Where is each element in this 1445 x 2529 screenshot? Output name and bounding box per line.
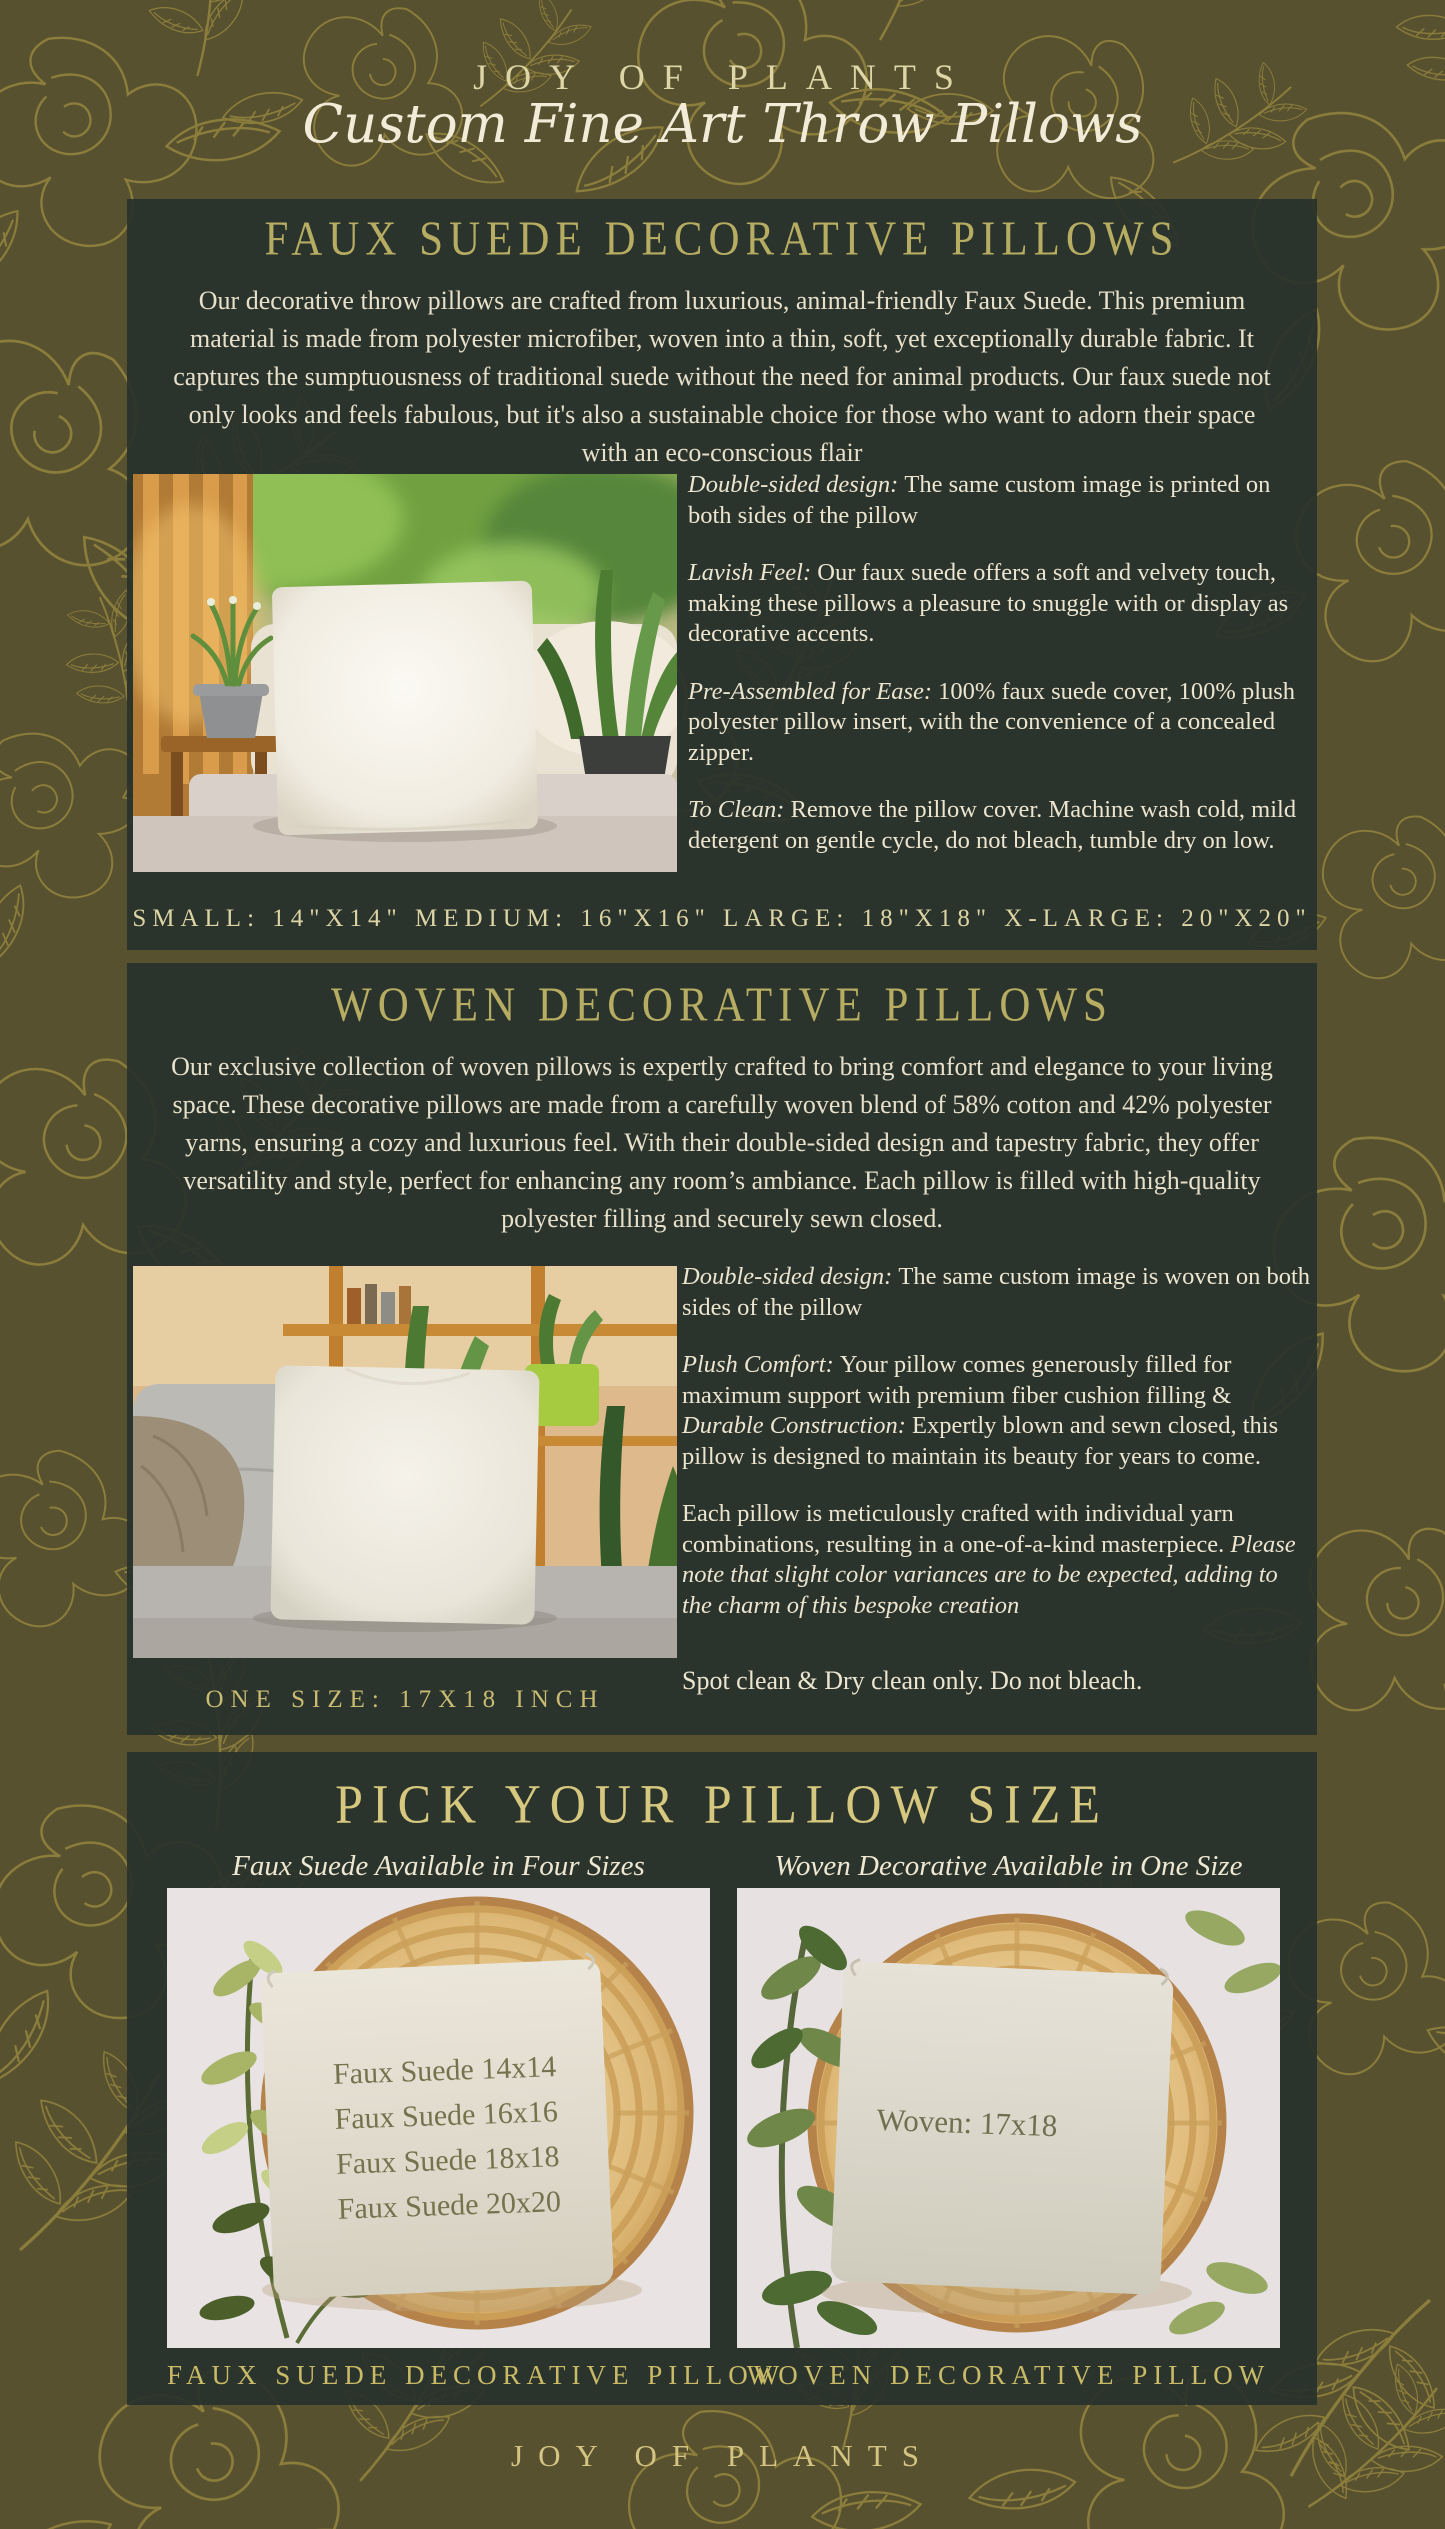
feature-double-sided: Double-sided design: The same custom image is printed on both sides of the pillow [688, 471, 1271, 529]
brand-title: JOY OF PLANTS [473, 57, 972, 97]
feature-double-sided-woven: Double-sided design: The same custom image is woven on both sides of the pillow [682, 1263, 1311, 1321]
feature-one-of-a-kind: Each pillow is meticulously crafted with individual yarn combinations, resulting in a one-of-a-kind masterpiece. Please note that slight color variances are to be expected, adding to the charm of this bespoke creation [682, 1500, 1296, 1619]
faux-suede-title: FAUX SUEDE DECORATIVE PILLOWS [264, 213, 1180, 266]
woven-care-line: Spot clean & Dry clean only. Do not bleach. [682, 1666, 1143, 1695]
woven-size-note: ONE SIZE: 17X18 INCH [205, 1686, 605, 1713]
woven-pillow [270, 1365, 539, 1624]
brand-tagline: Custom Fine Art Throw Pillows [302, 94, 1143, 155]
size-picker-title: PICK YOUR PILLOW SIZE [335, 1773, 1109, 1835]
faux-suede-column-header: Faux Suede Available in Four Sizes [232, 1850, 645, 1882]
woven-photo-caption: WOVEN DECORATIVE PILLOW [746, 2360, 1271, 2390]
faux-suede-pillow-size-lines [194, 2039, 700, 2236]
footer-brand: JOY OF PLANTS [511, 2438, 934, 2473]
pillow-size-line: Faux Suede 20x20 [337, 2185, 562, 2226]
pillow-size-line: Faux Suede 16x16 [334, 2095, 559, 2136]
faux-suede-pillow [272, 581, 538, 836]
pillow-size-line: Faux Suede 18x18 [335, 2140, 560, 2181]
feature-pre-assembled: Pre-Assembled for Ease: 100% faux suede cover, 100% plush polyester pillow insert, with the convenience of a concealed zipper. [688, 677, 1296, 766]
woven-pillow-size-line: Woven: 17x18 [875, 2101, 1059, 2144]
faux-suede-intro: Our decorative throw pillows are crafted from luxurious, animal-friendly Faux Suede. This premium material is made from polyester microfiber, woven into a thin, soft, yet exceptionally durable fabric. It captures the sumptuousness of traditional suede without the need for animal products. Our faux suede not only looks and feels fabulous, but it's also a sustainable choice for those who want to adorn their space with an eco-conscious flair [173, 286, 1271, 467]
faux-suede-product-photo [133, 474, 677, 872]
woven-intro: Our exclusive collection of woven pillows is expertly crafted to bring comfort and elegance to your living space. These decorative pillows are made from a carefully woven blend of 58% cotton and 42% polyester yarns, ensuring a cozy and luxurious feel. With their double-sided design and tapestry fabric, they offer versatility and style, perfect for enhancing any room’s ambiance. Each pillow is filled with high-quality polyester filling and securely sewn closed. [171, 1052, 1273, 1233]
woven-product-photo [133, 1266, 677, 1658]
woven-column-header: Woven Decorative Available in One Size [774, 1850, 1243, 1882]
faux-suede-sizes-line: SMALL: 14"X14" MEDIUM: 16"X16" LARGE: 18"X18" X-LARGE: 20"X20" [132, 905, 1312, 932]
faux-suede-photo-caption: FAUX SUEDE DECORATIVE PILLOW [167, 2360, 786, 2390]
feature-plush-comfort: Plush Comfort: Your pillow comes generously filled for maximum support with premium fiber cushion filling & Durable Construction: Expertly blown and sewn closed, this pillow is designed to maintain its beauty for years to come. [682, 1351, 1279, 1470]
feature-lavish-feel: Lavish Feel: Our faux suede offers a soft and velvety touch, making these pillows a pleasure to snuggle with or display as decorative accents. [688, 559, 1289, 647]
woven-title: WOVEN DECORATIVE PILLOWS [331, 979, 1113, 1032]
faux-suede-feature-list [688, 470, 1308, 883]
pillow-size-line: Faux Suede 14x14 [332, 2050, 557, 2091]
woven-feature-list [682, 1262, 1312, 1648]
feature-to-clean: To Clean: Remove the pillow cover. Machine wash cold, mild detergent on gentle cycle, do not bleach, tumble dry on low. [688, 796, 1297, 854]
